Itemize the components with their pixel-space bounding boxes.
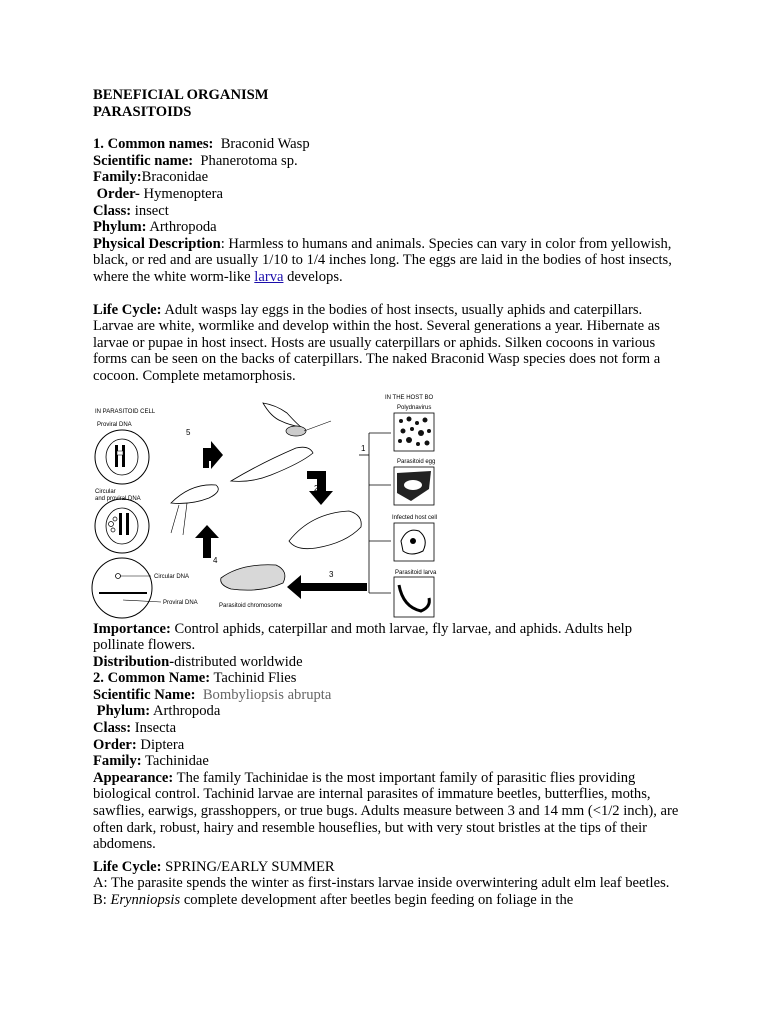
fig-num-3: 3	[329, 569, 334, 579]
fig-num-2: 2	[314, 483, 319, 493]
fig-num-5: 5	[186, 427, 191, 437]
wasp-physical-description: Physical Description: Harmless to humans and animals. Species can vary in color from yellowish, black, or red and are usually 1/10 to 1/4 inches long. The eggs are laid in the bodies of host insects, where the white worm-like larva develops.	[93, 235, 672, 285]
tachinid-class: Class: Insecta	[93, 720, 177, 737]
caterpillar-top	[231, 447, 313, 481]
panel-parasitoid-larva	[394, 577, 434, 617]
fig-label-circular-and-proviral: and proviral DNA	[95, 495, 141, 502]
wasp-life-cycle: Life Cycle: Adult wasps lay eggs in the bodies of host insects, usually aphids and caterpillars. Larvae are white, wormlike and develop within the host. Several generations a year. Hibernate as larvae or pupae in host insect. Hosts are usually caterpillars or aphids. Silken cocoons in various forms can be seen on the backs of caterpillars. The naked Braconid Wasp species does not form a cocoon. Complete metamorphosis.	[93, 301, 661, 384]
fig-label-proviral-dna-2: Proviral DNA	[163, 599, 198, 606]
adult-wasp-top	[263, 403, 301, 427]
life-cycle-diagram	[91, 393, 451, 621]
fig-label-parasitoid-chromosome: Parasitoid chromosome	[219, 602, 283, 609]
doc-title: BENEFICIAL ORGANISM	[93, 87, 269, 103]
wasp-common-name: 1. Common names: Braconid Wasp	[93, 136, 310, 153]
arrow-2	[307, 471, 333, 505]
fig-label-in-parasitoid-cell: IN PARASITOID CELL	[95, 408, 156, 415]
fig-label-parasitoid-egg: Parasitoid egg	[397, 458, 436, 465]
adult-wasp-left	[171, 484, 218, 503]
arrow-4	[195, 525, 219, 558]
pupa-cocoon	[221, 564, 285, 589]
tachinid-life-cycle: Life Cycle: SPRING/EARLY SUMMER	[93, 858, 335, 875]
wasp-importance: Importance: Control aphids, caterpillar and moth larvae, fly larvae, and aphids. Adults help pollinate flowers.	[93, 620, 633, 654]
fig-label-infected-host-cell: Infected host cell	[392, 514, 438, 521]
arrow-5	[203, 441, 223, 469]
fig-num-1: 1	[361, 443, 366, 453]
arrow-3	[287, 575, 367, 599]
tachinid-scientific-name: Scientific Name: Bombyliopsis abrupta	[93, 686, 332, 703]
doc-subtitle: PARASITOIDS	[93, 103, 192, 120]
wasp-family: Family:Braconidae	[93, 169, 209, 186]
fig-label-polydnavirus: Polydnavirus	[397, 404, 432, 411]
fig-label-in-host-body: IN THE HOST BO	[385, 394, 434, 401]
larva-right	[289, 511, 361, 549]
wasp-scientific-name: Scientific name: Phanerotoma sp.	[93, 152, 298, 169]
document-page	[93, 87, 683, 909]
tachinid-appearance: Appearance: The family Tachinidae is the most important family of parasitic flies providing biological control. Tachinid larvae are internal parasites of immature beetles, butterflies, moths, sawflies, earwigs, grasshoppers, or true bugs. Adults measure between 3 and 14 mm (<1/2 inch), are often dark, robust, hairy and resemble houseflies, but with very stout bristles at the tips of their abdomens.	[93, 769, 679, 853]
tachinid-order: Order: Diptera	[93, 736, 185, 753]
fig-label-parasitoid-larva: Parasitoid larva	[395, 569, 437, 576]
fig-num-4: 4	[213, 555, 218, 565]
fig-label-circular: Circular	[95, 488, 116, 495]
cell-circle-bottom	[92, 558, 152, 618]
fig-label-proviral-dna: Proviral DNA	[97, 421, 132, 428]
wasp-class: Class: insect	[93, 202, 169, 219]
tachinid-family: Family: Tachinidae	[93, 753, 209, 770]
larva-link[interactable]: larva	[254, 268, 284, 285]
life-cycle-figure	[91, 393, 451, 621]
wasp-phylum: Phylum: Arthropoda	[93, 219, 217, 236]
tachinid-common-name: 2. Common Name: Tachinid Flies	[93, 670, 297, 687]
wasp-order: Order- Hymenoptera	[96, 185, 223, 202]
tachinid-life-cycle-details: A: The parasite spends the winter as first-instars larvae inside overwintering adult elm leaf beetles. B: Erynniopsis complete development after beetles begin feeding on foliage in the	[93, 875, 670, 908]
fig-label-circular-dna: Circular DNA	[154, 573, 190, 580]
wasp-distribution: Distribution-distributed worldwide	[93, 653, 303, 670]
tachinid-phylum: Phylum: Arthropoda	[96, 703, 221, 720]
